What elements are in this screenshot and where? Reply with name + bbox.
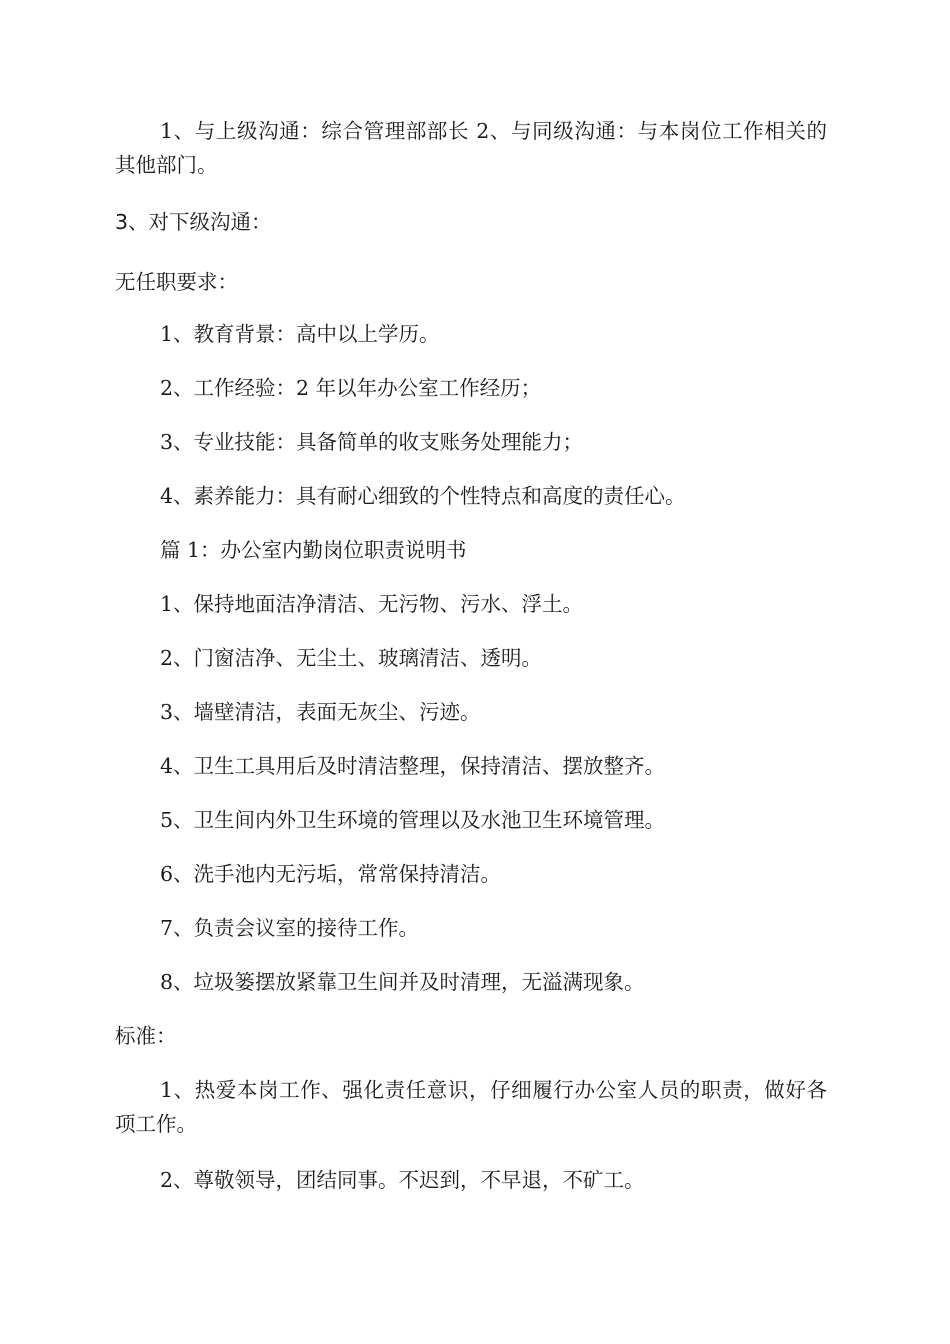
- paragraph-duty-4: 4、卫生工具用后及时清洁整理，保持清洁、摆放整齐。: [160, 754, 666, 778]
- paragraph-standards-heading: 标准：: [115, 1024, 177, 1048]
- paragraph-experience: 2、工作经验：2 年以年办公室工作经历；: [160, 376, 542, 400]
- paragraph-duty-2: 2、门窗洁净、无尘土、玻璃清洁、透明。: [160, 646, 543, 670]
- paragraph-standard-2: 2、尊敬领导，团结同事。不迟到，不早退，不矿工。: [160, 1168, 645, 1192]
- paragraph-duty-5: 5、卫生间内外卫生环境的管理以及水池卫生环境管理。: [160, 808, 666, 832]
- paragraph-skills: 3、专业技能：具备简单的收支账务处理能力；: [160, 430, 584, 454]
- paragraph-duty-6: 6、洗手池内无污垢，常常保持清洁。: [160, 862, 502, 886]
- paragraph-standard-1: 1、热爱本岗工作、强化责任意识，仔细履行办公室人员的职责，做好各项工作。: [115, 1078, 827, 1136]
- paragraph-duty-8: 8、垃圾篓摆放紧靠卫生间并及时清理，无溢满现象。: [160, 970, 645, 994]
- paragraph-duty-7: 7、负责会议室的接待工作。: [160, 916, 420, 940]
- paragraph-section-title: 篇 1：办公室内勤岗位职责说明书: [160, 538, 467, 562]
- paragraph-communication-lower: 3、对下级沟通：: [115, 210, 272, 234]
- paragraph-duty-1: 1、保持地面洁净清洁、无污物、污水、浮土。: [160, 592, 584, 616]
- paragraph-education: 1、教育背景：高中以上学历。: [160, 322, 440, 346]
- paragraph-qualities: 4、素养能力：具有耐心细致的个性特点和高度的责任心。: [160, 484, 686, 508]
- paragraph-duty-3: 3、墙壁清洁，表面无灰尘、污迹。: [160, 700, 481, 724]
- paragraph-requirements-heading: 无任职要求：: [115, 270, 238, 294]
- paragraph-communication-upper: 1、与上级沟通：综合管理部部长 2、与同级沟通：与本岗位工作相关的其他部门。: [115, 119, 827, 177]
